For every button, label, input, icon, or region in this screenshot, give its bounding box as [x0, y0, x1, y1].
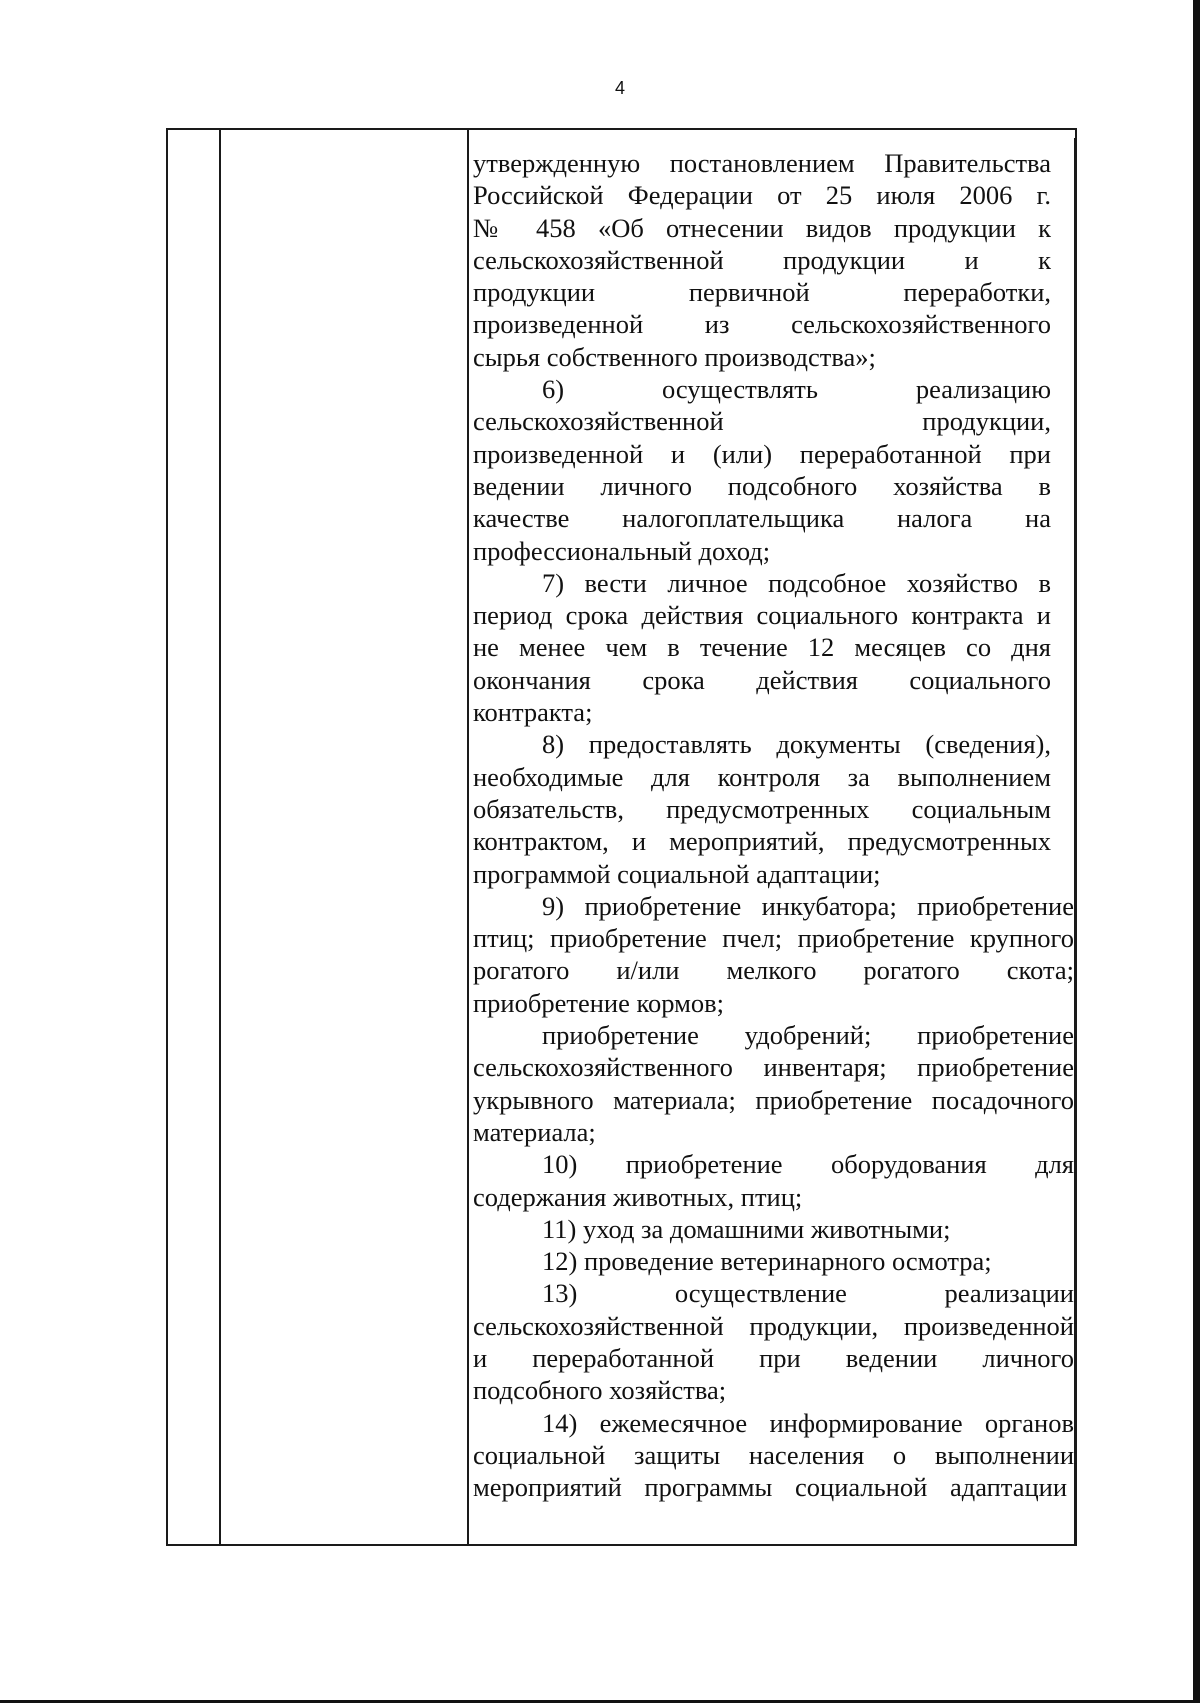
text-line: 7) вести личное подсобное хозяйство в [542, 567, 1051, 598]
text-line: сельскохозяйственного инвентаря; приобретение [473, 1052, 1074, 1083]
text-line: подсобного хозяйства; [473, 1375, 727, 1406]
text-line: 12) проведение ветеринарного осмотра; [542, 1246, 992, 1277]
text-line: приобретение удобрений; приобретение [542, 1020, 1074, 1051]
text-line: 8) предоставлять документы (сведения), [542, 729, 1051, 760]
text-line: профессиональный доход; [473, 535, 771, 566]
text-line: материала; [473, 1116, 596, 1147]
table-column-divider-1 [219, 128, 221, 1546]
text-line: контракта; [473, 697, 593, 728]
text-line: произведенной из сельскохозяйственного [473, 309, 1051, 340]
text-line: утвержденную постановлением Правительства [473, 148, 1051, 178]
text-line: качестве налогоплательщика налога на [473, 503, 1051, 534]
text-line: 13) осуществление реализации [542, 1278, 1074, 1309]
text-line: произведенной и (или) переработанной при [473, 438, 1051, 469]
text-line: 11) уход за домашними животными; [542, 1213, 951, 1244]
text-line: сельскохозяйственной продукции, произведенной [473, 1310, 1074, 1341]
text-line: укрывного материала; приобретение посадочного [473, 1084, 1074, 1115]
text-line: рогатого и/или мелкого рогатого скота; [473, 955, 1074, 986]
text-line: сельскохозяйственной продукции, [473, 406, 1051, 437]
text-line: необходимые для контроля за выполнением [473, 761, 1051, 792]
text-line: сырья собственного производства»; [473, 341, 876, 372]
text-line: социальной защиты населения о выполнении [473, 1439, 1074, 1470]
page-number: 4 [614, 78, 625, 98]
text-line: и переработанной при ведении личного [473, 1342, 1074, 1373]
text-line: сельскохозяйственной продукции и к [473, 244, 1051, 275]
text-line: ведении личного подсобного хозяйства в [473, 470, 1051, 501]
text-line: обязательств, предусмотренных социальным [473, 793, 1051, 824]
text-line: 14) ежемесячное информирование органов [542, 1407, 1074, 1438]
text-line: Российской Федерации от 25 июля 2006 г. [473, 180, 1051, 211]
text-line: программой социальной адаптации; [473, 858, 881, 889]
text-line: птиц; приобретение пчел; приобретение крупного [473, 923, 1074, 954]
text-line: приобретение кормов; [473, 987, 724, 1018]
text-line: 9) приобретение инкубатора; приобретение [542, 890, 1074, 921]
text-line: 6) осуществлять реализацию [542, 374, 1051, 405]
text-line: № 458 «Об отнесении видов продукции к [473, 212, 1051, 243]
text-line: 10) приобретение оборудования для [542, 1149, 1074, 1180]
text-line: период срока действия социального контракта и [473, 600, 1051, 631]
table-column-divider-2 [467, 128, 469, 1546]
table-right-border [1074, 138, 1077, 1546]
text-line: контрактом, и мероприятий, предусмотренных [473, 826, 1051, 857]
text-line: содержания животных, птиц; [473, 1181, 803, 1212]
text-line: мероприятий программы социальной адаптации [473, 1472, 1067, 1503]
text-line: не менее чем в течение 12 месяцев со дня [473, 632, 1051, 663]
text-line: окончания срока действия социального [473, 664, 1051, 695]
table-cell-content [470, 147, 1074, 1503]
scan-border-right [1193, 0, 1200, 1703]
text-line: продукции первичной переработки, [473, 277, 1051, 308]
